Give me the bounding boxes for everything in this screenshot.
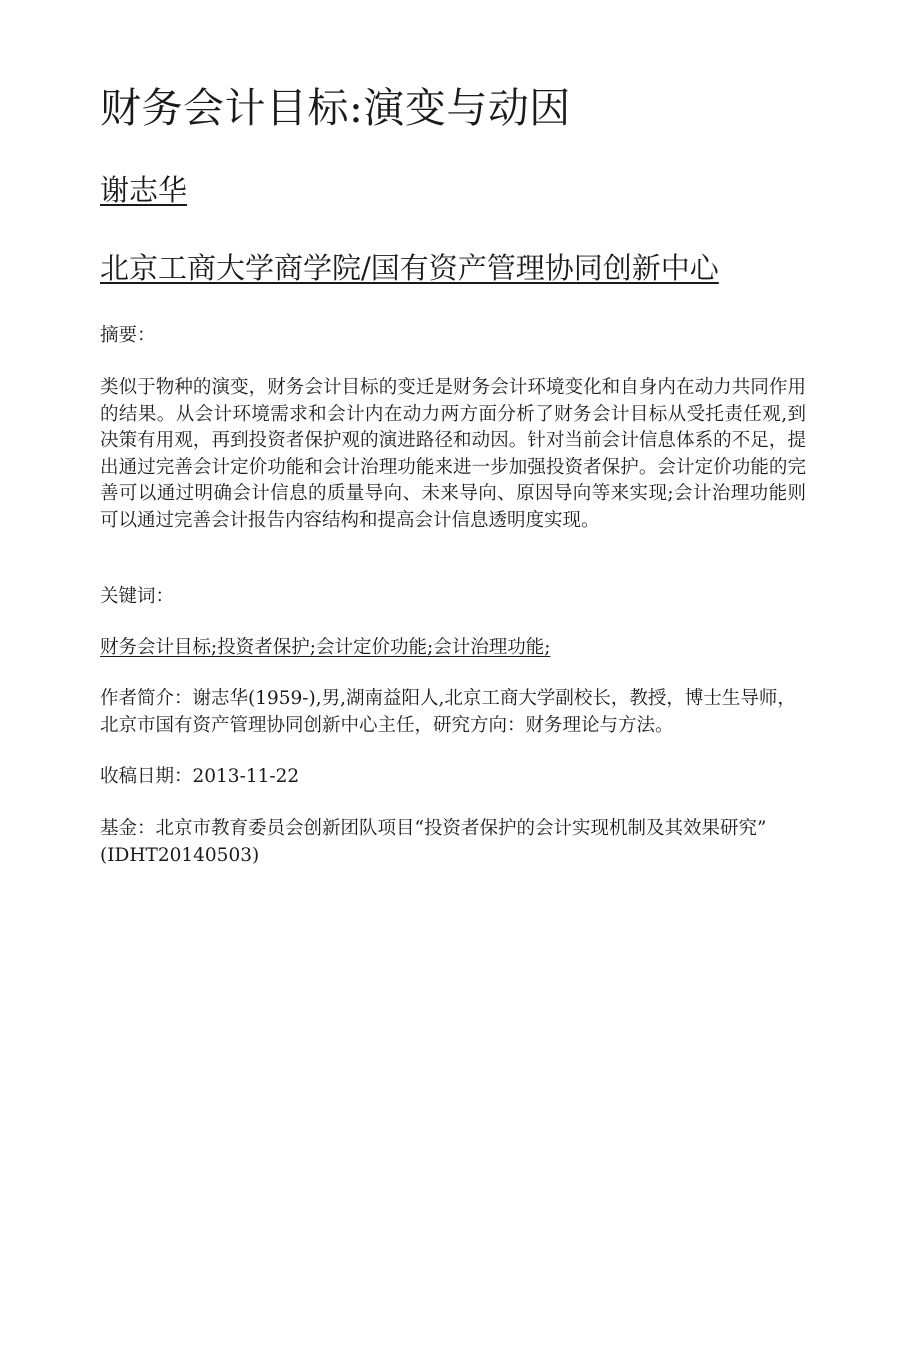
author-name: 谢志华 xyxy=(100,173,188,207)
author-affiliation: 北京工商大学商学院/国有资产管理协同创新中心 xyxy=(100,251,719,285)
received-date: 收稿日期：2013-11-22 xyxy=(100,766,300,787)
keywords-text: 财务会计目标;投资者保护;会计定价功能;会计治理功能; xyxy=(100,637,551,658)
author-bio: 作者简介：谢志华(1959-),男,湖南益阳人,北京工商大学副校长，教授，博士生导师，北京市国有资产管理协同创新中心主任，研究方向：财务理论与方法。 xyxy=(100,688,796,736)
abstract-label: 摘要： xyxy=(100,325,156,346)
fund-info: 基金：北京市教育委员会创新团队项目“投资者保护的会计实现机制及其效果研究” (IDHT20140503) xyxy=(100,818,767,866)
keywords-label: 关键词： xyxy=(100,586,175,607)
abstract-text: 类似于物种的演变，财务会计目标的变迁是财务会计环境变化和自身内在动力共同作用的结果。从会计环境需求和会计内在动力两方面分析了财务会计目标从受托责任观,到决策有用观，再到投资者保护观的演进路径和动因。针对当前会计信息体系的不足，提出通过完善会计定价功能和会计治理功能来进一步加强投资者保护。会计定价功能的完善可以通过明确会计信息的质量导向、未来导向、原因导向等来实现;会计治理功能则可以通过完善会计报告内容结构和提高会计信息透明度实现。 xyxy=(100,377,806,531)
article-title: 财务会计目标:演变与动因 xyxy=(100,84,571,132)
